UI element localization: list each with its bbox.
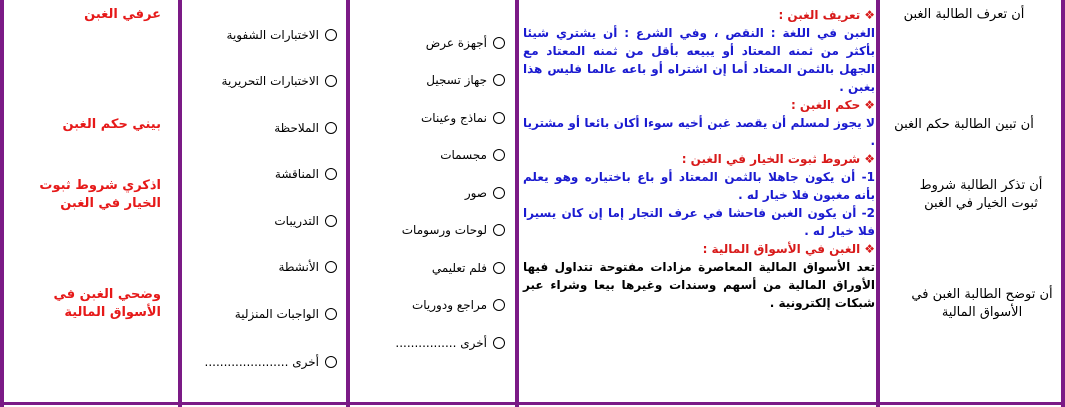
section-text-condition-1: 1- أن يكون جاهلا بالثمن المعتاد أو باع باختياره وهو يعلم بأنه مغبون فلا خيار له . bbox=[523, 170, 875, 202]
border-right bbox=[1061, 0, 1065, 407]
radio-icon[interactable] bbox=[493, 112, 505, 124]
radio-icon[interactable] bbox=[493, 74, 505, 86]
evaluation-option[interactable]: المناقشة bbox=[275, 167, 337, 181]
section-title-definition: ❖ تعريف الغبن : bbox=[778, 8, 875, 22]
aid-option[interactable]: نماذج وعينات bbox=[421, 111, 505, 125]
border-col1 bbox=[876, 0, 880, 407]
radio-icon[interactable] bbox=[493, 37, 505, 49]
section-title-ruling: ❖ حكم الغبن : bbox=[790, 98, 875, 112]
evaluation-option[interactable]: الملاحظة bbox=[274, 121, 337, 135]
radio-icon[interactable] bbox=[493, 299, 505, 311]
section-text-ruling: لا يجوز لمسلم أن يقصد غبن أخيه سوءا أكان بائعا أو مشتريا . bbox=[523, 116, 875, 148]
radio-icon[interactable] bbox=[493, 262, 505, 274]
radio-icon[interactable] bbox=[493, 337, 505, 349]
star-icon: ❖ bbox=[864, 8, 875, 22]
border-col3 bbox=[346, 0, 350, 407]
star-icon: ❖ bbox=[864, 98, 875, 112]
star-icon: ❖ bbox=[864, 152, 875, 166]
evaluation-option[interactable]: الاختبارات التحريرية bbox=[222, 74, 337, 88]
evaluation-option[interactable]: التدريبات bbox=[274, 214, 337, 228]
border-col4 bbox=[178, 0, 182, 407]
content-column bbox=[523, 4, 875, 312]
star-icon: ❖ bbox=[864, 242, 875, 256]
evaluation-option[interactable]: الواجبات المنزلية bbox=[235, 307, 337, 321]
objective-2: أن تبين الطالبة حكم الغبن bbox=[894, 117, 1034, 132]
evaluation-option[interactable]: أخرى ...................... bbox=[205, 355, 338, 369]
aid-option[interactable]: جهاز تسجيل bbox=[426, 73, 505, 87]
objective-3: أن تذكر الطالبة شروط ثبوت الخيار في الغبن bbox=[919, 178, 1043, 211]
section-title-markets: ❖ الغبن في الأسواق المالية : bbox=[702, 242, 875, 256]
evaluation-option[interactable]: الاختبارات الشفوية bbox=[227, 28, 337, 42]
aid-option[interactable]: لوحات ورسومات bbox=[402, 223, 505, 237]
radio-icon[interactable] bbox=[493, 149, 505, 161]
activity-2: بيني حكم الغبن bbox=[62, 117, 161, 132]
radio-icon[interactable] bbox=[325, 122, 337, 134]
radio-icon[interactable] bbox=[493, 187, 505, 199]
aid-option[interactable]: فلم تعليمي bbox=[432, 261, 505, 275]
activity-3: اذكري شروط ثبوت الخيار في الغبن bbox=[39, 178, 161, 211]
section-title-conditions: ❖ شروط ثبوت الخيار في الغبن : bbox=[681, 152, 875, 166]
border-col2 bbox=[515, 0, 519, 407]
radio-icon[interactable] bbox=[325, 75, 337, 87]
aid-option[interactable]: مجسمات bbox=[440, 148, 505, 162]
radio-icon[interactable] bbox=[325, 308, 337, 320]
section-text-condition-2: 2- أن يكون الغبن فاحشا في عرف التجار إما إن كان يسيرا فلا خيار له . bbox=[523, 206, 875, 238]
activity-1: عرفي الغبن bbox=[84, 7, 161, 22]
activity-4: وضحي الغبن في الأسواق المالية bbox=[53, 287, 161, 320]
objective-1: أن تعرف الطالبة الغبن bbox=[903, 7, 1025, 22]
radio-icon[interactable] bbox=[325, 261, 337, 273]
radio-icon[interactable] bbox=[325, 215, 337, 227]
border-bottom bbox=[0, 402, 1065, 405]
radio-icon[interactable] bbox=[493, 224, 505, 236]
evaluation-option[interactable]: الأنشطة bbox=[279, 260, 338, 274]
radio-icon[interactable] bbox=[325, 356, 337, 368]
objective-4: أن توضح الطالبة الغبن في الأسواق المالية bbox=[911, 287, 1053, 320]
aid-option[interactable]: أخرى ................ bbox=[395, 336, 505, 350]
radio-icon[interactable] bbox=[325, 29, 337, 41]
section-text-definition: الغبن في اللغة : النقص ، وفي الشرع : أن يشتري شيئا بأكثر من ثمنه المعتاد أو يبيعه بأقل من ثمنه المعتاد مع الجهل بالثمن المعتاد أما إن اشتراه أو باعه عالما فليس هذا بغبن . bbox=[523, 26, 875, 94]
aid-option[interactable]: مراجع ودوريات bbox=[412, 298, 505, 312]
section-text-markets: تعد الأسواق المالية المعاصرة مزادات مفتوحة تتداول فيها الأوراق المالية من أسهم وسندات وغيرها بيعا وشراء عبر شبكات إلكترونية . bbox=[523, 260, 875, 310]
radio-icon[interactable] bbox=[325, 168, 337, 180]
aid-option[interactable]: أجهزة عرض bbox=[426, 36, 505, 50]
aid-option[interactable]: صور bbox=[465, 186, 505, 200]
